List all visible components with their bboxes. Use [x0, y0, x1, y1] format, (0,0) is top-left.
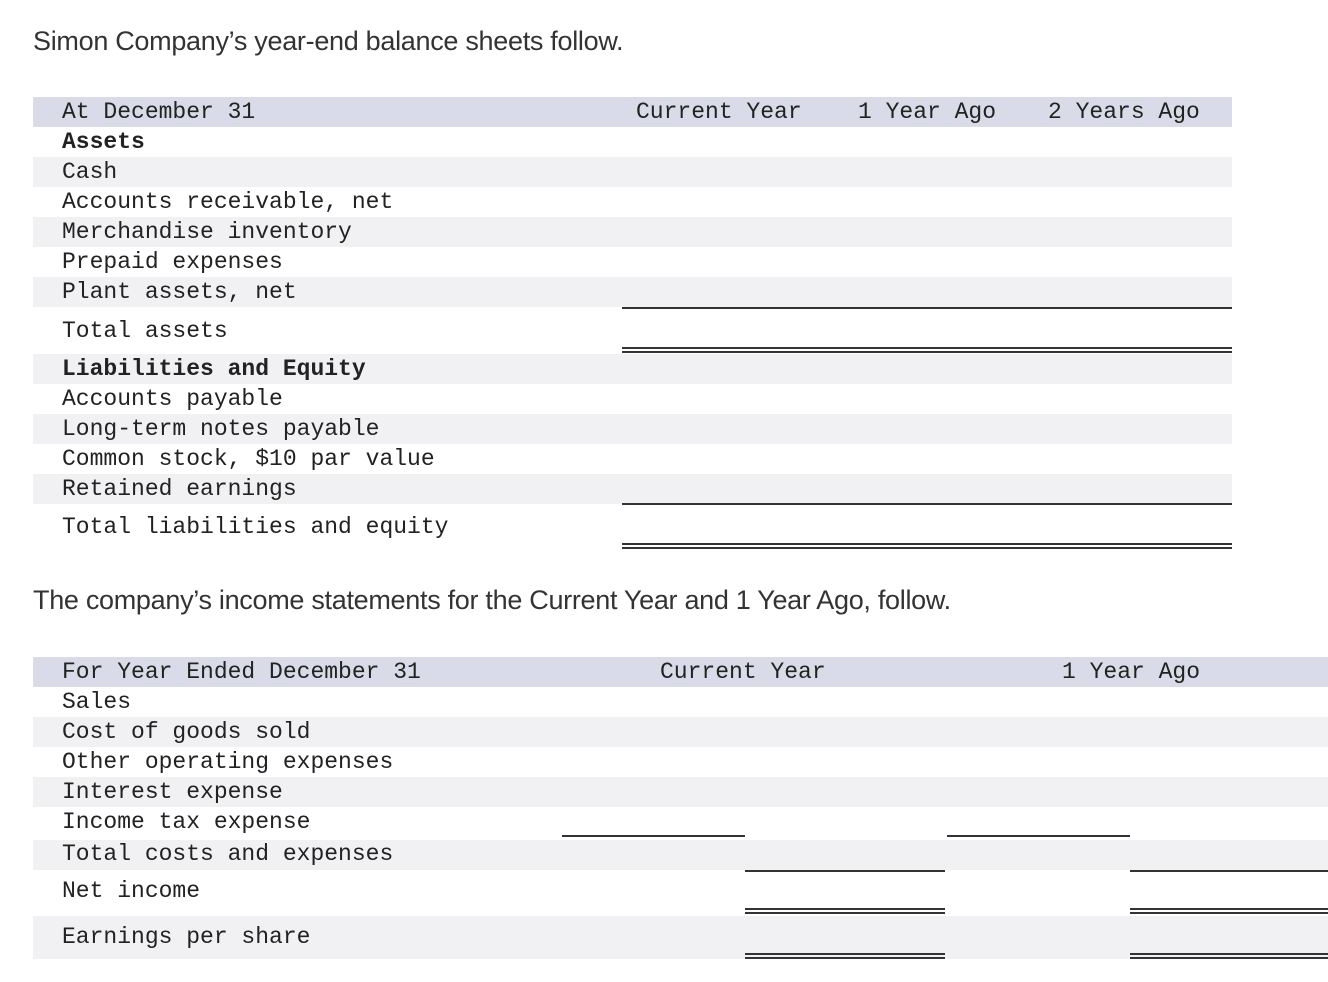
income-statement-intro: The company’s income statements for the Current Year and 1 Year Ago, follow.	[33, 585, 951, 615]
total-double-rule	[1130, 908, 1328, 914]
is-header-label: For Year Ended December 31	[62, 659, 421, 685]
row-label: Merchandise inventory	[62, 219, 352, 245]
subtotal-rule	[622, 307, 1232, 309]
total-double-rule	[1130, 953, 1328, 959]
bs-header-current-year: Current Year	[636, 99, 802, 125]
bs-header-2-years-ago: 2 Years Ago	[1048, 99, 1200, 125]
row-label: Sales	[62, 689, 132, 715]
row-label: Retained earnings	[62, 476, 297, 502]
row-label: Net income	[62, 878, 201, 904]
row-label: Cash	[62, 159, 118, 185]
total-double-rule	[622, 543, 1232, 549]
total-double-rule	[622, 347, 1232, 353]
bs-header-label: At December 31	[62, 99, 256, 125]
row-label: Cost of goods sold	[62, 719, 311, 745]
subtotal-rule	[622, 503, 1232, 505]
assets-heading: Assets	[62, 129, 145, 155]
total-double-rule	[745, 908, 945, 914]
liabilities-heading: Liabilities and Equity	[62, 356, 366, 382]
is-header-1-year-ago: 1 Year Ago	[1062, 659, 1201, 685]
row-label: Accounts receivable, net	[62, 189, 394, 215]
row-label: Common stock, $10 par value	[62, 446, 435, 472]
balance-sheet-intro: Simon Company’s year-end balance sheets follow.	[33, 26, 624, 56]
total-double-rule	[745, 953, 945, 959]
row-label: Accounts payable	[62, 386, 283, 412]
row-label: Long-term notes payable	[62, 416, 380, 442]
subtotal-rule	[1130, 870, 1328, 872]
row-label: Plant assets, net	[62, 279, 297, 305]
row-label: Interest expense	[62, 779, 283, 805]
row-label: Other operating expenses	[62, 749, 394, 775]
row-label: Total assets	[62, 318, 228, 344]
is-header-current-year: Current Year	[660, 659, 826, 685]
subtotal-rule	[745, 870, 945, 872]
subtotal-rule	[562, 835, 745, 837]
row-band	[33, 157, 1232, 187]
row-label: Total costs and expenses	[62, 841, 394, 867]
row-label: Prepaid expenses	[62, 249, 283, 275]
row-label: Total liabilities and equity	[62, 514, 449, 540]
row-label: Income tax expense	[62, 809, 311, 835]
bs-header-1-year-ago: 1 Year Ago	[858, 99, 997, 125]
row-label: Earnings per share	[62, 924, 311, 950]
subtotal-rule	[947, 835, 1130, 837]
